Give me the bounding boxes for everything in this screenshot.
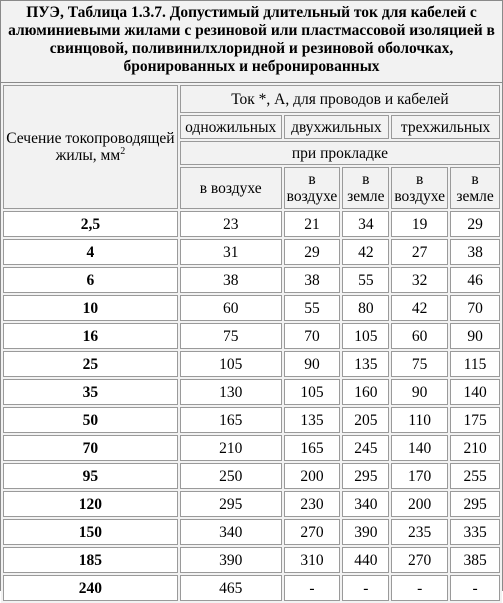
three-air-cell: 170	[391, 463, 448, 489]
two-air-cell: 230	[284, 491, 341, 517]
two-ground-cell: 34	[342, 211, 389, 237]
two-ground-cell: 245	[342, 435, 389, 461]
two-ground-cell: 80	[342, 295, 389, 321]
three-air-cell: 75	[391, 351, 448, 377]
three-ground-cell: 140	[450, 379, 500, 405]
two-ground-cell: 205	[342, 407, 389, 433]
three-ground-cell: 385	[450, 547, 500, 573]
table-row	[3, 575, 500, 601]
single-air-cell: 390	[180, 547, 282, 573]
in-air-3-header: в воздухе	[391, 167, 448, 209]
section-cell: 25	[3, 351, 178, 377]
single-air-cell: 295	[180, 491, 282, 517]
current-header: Ток *, А, для проводов и кабелей	[180, 85, 500, 113]
two-air-cell: 270	[284, 519, 341, 545]
two-air-cell: 55	[284, 295, 341, 321]
table-row	[3, 267, 500, 293]
in-ground-2-header: в земле	[342, 167, 389, 209]
table-title: ПУЭ, Таблица 1.3.7. Допустимый длительный ток для кабелей с алюминиевыми жилами с резиновой или пластмассовой изоляцией в свинцовой, поливинилхлоридной и резиновой оболочках, бронированных и небронированных	[1, 1, 502, 83]
three-air-cell: 140	[391, 435, 448, 461]
three-air-cell: 90	[391, 379, 448, 405]
three-ground-cell: 29	[450, 211, 500, 237]
in-air-2-header: в воздухе	[284, 167, 341, 209]
section-cell: 150	[3, 519, 178, 545]
section-cell: 6	[3, 267, 178, 293]
single-air-cell: 105	[180, 351, 282, 377]
three-air-cell: 32	[391, 267, 448, 293]
three-ground-cell: -	[450, 575, 500, 601]
single-air-cell: 60	[180, 295, 282, 321]
table-row	[3, 323, 500, 349]
single-air-cell: 23	[180, 211, 282, 237]
three-air-cell: 19	[391, 211, 448, 237]
current-table	[1, 83, 502, 603]
section-cell: 2,5	[3, 211, 178, 237]
section-cell: 240	[3, 575, 178, 601]
table-row	[3, 463, 500, 489]
two-core-header: двухжильных	[284, 115, 390, 139]
three-air-cell: 27	[391, 239, 448, 265]
section-header	[3, 85, 178, 209]
laying-header: при прокладке	[180, 141, 500, 165]
two-air-cell: 29	[284, 239, 341, 265]
section-cell: 4	[3, 239, 178, 265]
three-ground-cell: 335	[450, 519, 500, 545]
table-row	[3, 547, 500, 573]
section-cell: 50	[3, 407, 178, 433]
single-air-cell: 250	[180, 463, 282, 489]
table-row	[3, 491, 500, 517]
three-ground-cell: 295	[450, 491, 500, 517]
two-ground-cell: 55	[342, 267, 389, 293]
two-ground-cell: 42	[342, 239, 389, 265]
table-row	[3, 239, 500, 265]
three-air-cell: 270	[391, 547, 448, 573]
single-air-cell: 340	[180, 519, 282, 545]
section-cell: 120	[3, 491, 178, 517]
two-air-cell: 200	[284, 463, 341, 489]
three-ground-cell: 255	[450, 463, 500, 489]
three-air-cell: 200	[391, 491, 448, 517]
table-row	[3, 519, 500, 545]
three-air-cell: 235	[391, 519, 448, 545]
three-ground-cell: 210	[450, 435, 500, 461]
single-air-cell: 210	[180, 435, 282, 461]
two-air-cell: 135	[284, 407, 341, 433]
table-row	[3, 435, 500, 461]
two-air-cell: -	[284, 575, 341, 601]
two-ground-cell: 440	[342, 547, 389, 573]
in-ground-3-header: в земле	[450, 167, 500, 209]
two-ground-cell: 135	[342, 351, 389, 377]
two-air-cell: 165	[284, 435, 341, 461]
three-air-cell: 42	[391, 295, 448, 321]
section-cell: 10	[3, 295, 178, 321]
single-air-cell: 465	[180, 575, 282, 601]
two-ground-cell: 105	[342, 323, 389, 349]
table-row	[3, 351, 500, 377]
single-air-cell: 31	[180, 239, 282, 265]
three-ground-cell: 70	[450, 295, 500, 321]
three-air-cell: 60	[391, 323, 448, 349]
three-air-cell: -	[391, 575, 448, 601]
single-air-cell: 130	[180, 379, 282, 405]
in-air-1-header: в воздухе	[180, 167, 282, 209]
two-ground-cell: -	[342, 575, 389, 601]
two-ground-cell: 295	[342, 463, 389, 489]
three-ground-cell: 38	[450, 239, 500, 265]
section-cell: 70	[3, 435, 178, 461]
single-air-cell: 165	[180, 407, 282, 433]
two-ground-cell: 390	[342, 519, 389, 545]
table-row	[3, 379, 500, 405]
table-row	[3, 211, 500, 237]
table-row	[3, 407, 500, 433]
table-row	[3, 295, 500, 321]
two-air-cell: 38	[284, 267, 341, 293]
two-air-cell: 105	[284, 379, 341, 405]
three-ground-cell: 46	[450, 267, 500, 293]
three-core-header: трехжильных	[391, 115, 500, 139]
section-cell: 185	[3, 547, 178, 573]
two-air-cell: 70	[284, 323, 341, 349]
single-air-cell: 38	[180, 267, 282, 293]
two-ground-cell: 160	[342, 379, 389, 405]
three-ground-cell: 175	[450, 407, 500, 433]
table-body	[3, 211, 500, 601]
three-ground-cell: 115	[450, 351, 500, 377]
section-cell: 95	[3, 463, 178, 489]
two-ground-cell: 340	[342, 491, 389, 517]
section-header-sup: 2	[120, 145, 126, 157]
two-air-cell: 90	[284, 351, 341, 377]
two-air-cell: 310	[284, 547, 341, 573]
section-cell: 16	[3, 323, 178, 349]
three-ground-cell: 90	[450, 323, 500, 349]
single-core-header: одножильных	[180, 115, 282, 139]
three-air-cell: 110	[391, 407, 448, 433]
section-header-label: Сечение токопроводящей жилы, мм	[6, 130, 175, 164]
section-cell: 35	[3, 379, 178, 405]
single-air-cell: 75	[180, 323, 282, 349]
two-air-cell: 21	[284, 211, 341, 237]
